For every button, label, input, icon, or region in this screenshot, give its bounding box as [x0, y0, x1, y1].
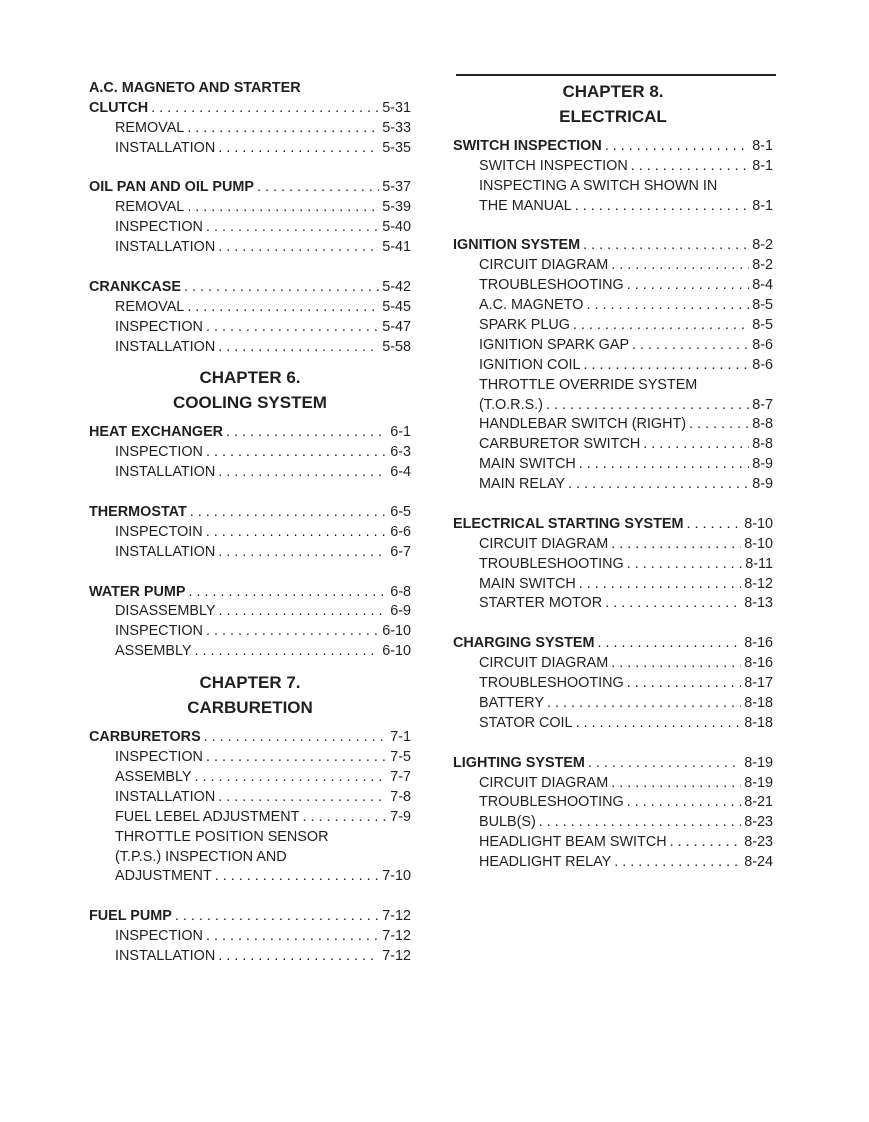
dot-leader [195, 642, 380, 662]
dot-leader [614, 853, 741, 873]
toc-entry-title: CARBURETOR SWITCH [479, 436, 641, 453]
section-spacer [89, 357, 411, 365]
section-spacer [89, 258, 411, 278]
toc-entry-troubleshooting[interactable] [453, 555, 773, 575]
toc-entry-circuit-diagram[interactable] [453, 256, 773, 276]
toc-entry-clutch[interactable] [89, 99, 411, 119]
toc-entry-circuit-diagram[interactable] [453, 654, 773, 674]
dot-leader [206, 748, 387, 768]
section-spacer [453, 495, 773, 515]
toc-entry-page: 5-37 [382, 179, 411, 196]
toc-entry-title: TROUBLESHOOTING [479, 675, 624, 692]
dot-leader [583, 236, 749, 256]
toc-entry-title: INSTALLATION [115, 947, 216, 964]
dot-leader [605, 137, 749, 157]
toc-entry-lighting-system[interactable] [453, 754, 773, 774]
toc-entry-page: 6-9 [390, 603, 411, 620]
toc-entry-inspection[interactable] [89, 218, 411, 238]
toc-entry-page: 7-1 [390, 729, 411, 746]
toc-entry-switch-inspection[interactable] [453, 157, 773, 177]
toc-entry-circuit-diagram[interactable] [453, 535, 773, 555]
dot-leader [605, 594, 741, 614]
toc-entry-title: REMOVAL [115, 119, 185, 136]
dot-leader [631, 157, 749, 177]
dot-leader [184, 278, 379, 298]
chapter-number: CHAPTER 7. [199, 673, 301, 693]
dot-leader [627, 793, 741, 813]
toc-entry-title: THE MANUAL [479, 197, 572, 214]
toc-entry-title: TROUBLESHOOTING [479, 794, 624, 811]
toc-entry-page: 7-8 [390, 788, 411, 805]
toc-entry-page: 8-1 [752, 157, 773, 174]
toc-entry-page: 5-35 [382, 139, 411, 156]
dot-leader [187, 198, 379, 218]
dot-leader [187, 298, 379, 318]
dot-leader [670, 833, 742, 853]
toc-entry-title: ASSEMBLY [115, 643, 192, 660]
top-rule [456, 74, 776, 76]
toc-entry-title: REMOVAL [115, 298, 185, 315]
toc-entry-page: 8-13 [744, 595, 773, 612]
dot-leader [206, 218, 379, 238]
toc-entry-page: 8-8 [752, 416, 773, 433]
toc-entry-inspection[interactable] [89, 318, 411, 338]
dot-leader [611, 774, 741, 794]
toc-entry-troubleshooting[interactable] [453, 674, 773, 694]
toc-entry-title: THROTTLE POSITION SENSOR [115, 828, 329, 845]
toc-entry-title: CIRCUIT DIAGRAM [479, 535, 609, 552]
toc-entry-page: 6-5 [390, 504, 411, 521]
toc-entry-water-pump[interactable] [89, 583, 411, 603]
chapter-number: CHAPTER 8. [562, 82, 664, 101]
toc-entry-adjustment[interactable] [89, 867, 411, 887]
dot-leader [573, 316, 749, 336]
toc-entry-title: SWITCH INSPECTION [453, 138, 602, 154]
chapter-heading [89, 365, 411, 415]
toc-entry-page: 6-6 [390, 523, 411, 540]
chapter-title: CARBURETION [187, 698, 313, 718]
toc-entry-page: 5-41 [382, 239, 411, 256]
toc-entry-title: MAIN SWITCH [479, 456, 576, 473]
toc-entry-oil-pan-and-oil-pump[interactable] [89, 178, 411, 198]
toc-entry-title: INSPECTION [115, 219, 203, 236]
dot-leader [643, 435, 749, 455]
toc-entry-page: 8-9 [752, 476, 773, 493]
dot-leader [627, 555, 743, 575]
toc-entry-title: IGNITION SYSTEM [453, 237, 581, 254]
toc-entry-inspection[interactable] [89, 748, 411, 768]
toc-entry-title: INSPECTION [115, 928, 203, 945]
toc-entry-title: FUEL LEBEL ADJUSTMENT [115, 808, 300, 825]
toc-entry-t-p-s-inspection-and[interactable] [89, 848, 411, 868]
toc-entry-page: 6-10 [382, 643, 411, 660]
toc-entry-ignition-spark-gap[interactable] [453, 336, 773, 356]
toc-entry-page: 7-5 [390, 749, 411, 766]
dot-leader [584, 356, 750, 376]
toc-entry-title: BATTERY [479, 694, 545, 711]
toc-entry-page: 8-18 [744, 714, 773, 731]
dot-leader [215, 867, 379, 887]
toc-entry-title: CARBURETORS [89, 729, 201, 746]
toc-entry-main-relay[interactable] [453, 475, 773, 495]
toc-entry-the-manual[interactable] [453, 197, 773, 217]
toc-entry-title: SPARK PLUG [479, 317, 570, 334]
toc-entry-title: INSTALLATION [115, 239, 216, 256]
dot-leader [611, 256, 749, 276]
toc-entry-charging-system[interactable] [453, 634, 773, 654]
toc-entry-throttle-position-sensor[interactable] [89, 828, 411, 848]
toc-entry-title: ASSEMBLY [115, 768, 192, 785]
toc-entry-page: 8-11 [745, 555, 773, 572]
chapter-heading [89, 670, 411, 720]
toc-entry-page: 8-7 [752, 396, 773, 413]
toc-entry-installation[interactable] [89, 947, 411, 967]
toc-entry-title: INSTALLATION [115, 464, 216, 481]
toc-entry-throttle-override-system[interactable] [453, 376, 773, 396]
toc-entry-page: 5-39 [382, 199, 411, 216]
toc-entry-page: 6-1 [390, 424, 411, 441]
toc-entry-fuel-pump[interactable] [89, 907, 411, 927]
toc-entry-page: 7-12 [382, 908, 411, 925]
section-spacer [453, 217, 773, 237]
toc-entry-assembly[interactable] [89, 768, 411, 788]
toc-entry-title: FUEL PUMP [89, 908, 172, 925]
toc-entry-ignition-coil[interactable] [453, 356, 773, 376]
toc-entry-title: INSTALLATION [115, 139, 216, 156]
toc-entry-t-o-r-s[interactable] [453, 396, 773, 416]
dot-leader [219, 602, 388, 622]
toc-left-column [89, 79, 411, 967]
section-spacer [89, 483, 411, 503]
toc-entry-page: 6-3 [390, 444, 411, 461]
toc-entry-page: 8-2 [752, 257, 773, 274]
toc-entry-page: 5-40 [382, 219, 411, 236]
toc-entry-page: 6-4 [390, 464, 411, 481]
dot-leader [575, 197, 749, 217]
toc-entry-heat-exchanger[interactable] [89, 423, 411, 443]
toc-entry-main-switch[interactable] [453, 575, 773, 595]
toc-entry-page: 7-10 [382, 868, 411, 885]
dot-leader [611, 654, 741, 674]
dot-leader [547, 694, 741, 714]
toc-entry-troubleshooting[interactable] [453, 276, 773, 296]
toc-entry-title: CIRCUIT DIAGRAM [479, 257, 609, 274]
toc-entry-title: HEADLIGHT RELAY [479, 854, 612, 871]
toc-entry-battery[interactable] [453, 694, 773, 714]
dot-leader [598, 634, 742, 654]
toc-entry-title: DISASSEMBLY [115, 603, 216, 620]
toc-entry-switch-inspection[interactable] [453, 137, 773, 157]
toc-entry-page: 8-9 [752, 456, 773, 473]
toc-entry-installation[interactable] [89, 788, 411, 808]
dot-leader [579, 455, 749, 475]
dot-leader [206, 318, 379, 338]
toc-entry-page: 8-10 [744, 535, 773, 552]
section-spacer [89, 887, 411, 907]
dot-leader [568, 475, 749, 495]
dot-leader [195, 768, 388, 788]
toc-entry-title: A.C. MAGNETO AND STARTER [89, 80, 301, 96]
toc-entry-title: IGNITION COIL [479, 356, 581, 373]
toc-entry-title: (T.O.R.S.) [479, 396, 543, 413]
section-spacer [89, 415, 411, 423]
toc-entry-disassembly[interactable] [89, 602, 411, 622]
dot-leader [257, 178, 379, 198]
toc-entry-page: 8-6 [752, 336, 773, 353]
toc-entry-title: CIRCUIT DIAGRAM [479, 655, 609, 672]
toc-entry-assembly[interactable] [89, 642, 411, 662]
toc-entry-installation[interactable] [89, 238, 411, 258]
toc-entry-crankcase[interactable] [89, 278, 411, 298]
toc-entry-installation[interactable] [89, 139, 411, 159]
toc-entry-ignition-system[interactable] [453, 236, 773, 256]
toc-entry-title: BULB(S) [479, 814, 536, 831]
toc-entry-title: MAIN RELAY [479, 476, 566, 493]
dot-leader [206, 622, 379, 642]
toc-entry-page: 8-5 [752, 317, 773, 334]
toc-entry-inspection[interactable] [89, 927, 411, 947]
toc-entry-title: OIL PAN AND OIL PUMP [89, 179, 254, 196]
toc-entry-page: 8-16 [744, 655, 773, 672]
toc-entry-title: STATOR COIL [479, 714, 573, 731]
toc-entry-page: 6-10 [382, 623, 411, 640]
toc-entry-circuit-diagram[interactable] [453, 774, 773, 794]
toc-entry-carburetor-switch[interactable] [453, 435, 773, 455]
chapter-number: CHAPTER 6. [199, 368, 301, 388]
toc-entry-page: 8-4 [752, 277, 773, 294]
dot-leader [206, 443, 387, 463]
toc-entry-page: 7-12 [382, 947, 411, 964]
toc-entry-starter-motor[interactable] [453, 594, 773, 614]
toc-entry-title: INSPECTOIN [115, 523, 203, 540]
toc-entry-bulb-s[interactable] [453, 813, 773, 833]
toc-entry-page: 8-16 [744, 635, 773, 652]
toc-entry-page: 8-10 [744, 515, 773, 532]
dot-leader [218, 139, 379, 159]
toc-entry-title: ELECTRICAL STARTING SYSTEM [453, 515, 684, 532]
dot-leader [576, 714, 742, 734]
toc-entry-page: 7-7 [390, 768, 411, 785]
dot-leader [579, 575, 741, 595]
toc-entry-page: 8-18 [744, 694, 773, 711]
toc-entry-inspection[interactable] [89, 443, 411, 463]
dot-leader [218, 463, 387, 483]
section-spacer [453, 129, 773, 137]
toc-entry-headlight-relay[interactable] [453, 853, 773, 873]
toc-entry-installation[interactable] [89, 463, 411, 483]
dot-leader [218, 338, 379, 358]
toc-entry-page: 8-23 [744, 814, 773, 831]
section-spacer [453, 614, 773, 634]
dot-leader [188, 583, 387, 603]
chapter-title: COOLING SYSTEM [173, 393, 327, 413]
dot-leader [218, 947, 379, 967]
toc-entry-inspecting-a-switch-shown-in[interactable] [453, 177, 773, 197]
toc-entry-page: 8-17 [744, 675, 773, 692]
toc-entry-page: 8-5 [752, 297, 773, 314]
chapter-heading [453, 79, 773, 129]
dot-leader [588, 754, 741, 774]
toc-entry-title: SWITCH INSPECTION [479, 157, 628, 174]
toc-entry-page: 8-21 [744, 794, 773, 811]
dot-leader [611, 535, 741, 555]
dot-leader [187, 119, 379, 139]
toc-entry-title: INSPECTING A SWITCH SHOWN IN [479, 177, 718, 194]
section-spacer [89, 159, 411, 179]
toc-entry-page: 8-23 [744, 834, 773, 851]
toc-entry-title: A.C. MAGNETO [479, 297, 584, 314]
toc-entry-title: REMOVAL [115, 199, 185, 216]
dot-leader [206, 523, 387, 543]
toc-entry-page: 8-8 [752, 436, 773, 453]
toc-entry-handlebar-switch-right[interactable] [453, 415, 773, 435]
toc-entry-spark-plug[interactable] [453, 316, 773, 336]
toc-entry-title: TROUBLESHOOTING [479, 277, 624, 294]
toc-entry-title: INSTALLATION [115, 338, 216, 355]
dot-leader [218, 238, 379, 258]
toc-entry-electrical-starting-system[interactable] [453, 515, 773, 535]
toc-entry-page: 8-12 [744, 575, 773, 592]
toc-entry-removal[interactable] [89, 119, 411, 139]
toc-entry-page: 5-42 [382, 278, 411, 295]
toc-entry-page: 7-12 [382, 928, 411, 945]
dot-leader [687, 515, 742, 535]
toc-entry-removal[interactable] [89, 198, 411, 218]
dot-leader [539, 813, 741, 833]
toc-entry-page: 6-7 [390, 543, 411, 560]
toc-entry-headlight-beam-switch[interactable] [453, 833, 773, 853]
dot-leader [204, 728, 388, 748]
dot-leader [627, 276, 749, 296]
toc-entry-installation[interactable] [89, 338, 411, 358]
toc-entry-page: 8-19 [744, 774, 773, 791]
toc-entry-page: 7-9 [390, 808, 411, 825]
dot-leader [546, 396, 749, 416]
toc-entry-title: CHARGING SYSTEM [453, 635, 595, 652]
toc-entry-removal[interactable] [89, 298, 411, 318]
dot-leader [226, 423, 387, 443]
dot-leader [175, 907, 379, 927]
section-spacer [89, 662, 411, 670]
toc-entry-title: INSPECTION [115, 318, 203, 335]
toc-entry-title: CLUTCH [89, 99, 149, 116]
dot-leader [206, 927, 379, 947]
chapter-title: ELECTRICAL [559, 107, 667, 126]
section-spacer [89, 720, 411, 728]
toc-right-column [453, 79, 773, 873]
toc-entry-page: 8-6 [752, 356, 773, 373]
toc-entry-title: HEAT EXCHANGER [89, 424, 224, 441]
toc-entry-page: 8-2 [752, 237, 773, 254]
dot-leader [302, 808, 387, 828]
toc-entry-inspectoin[interactable] [89, 523, 411, 543]
toc-entry-carburetors[interactable] [89, 728, 411, 748]
toc-entry-page: 5-31 [382, 99, 411, 116]
toc-entry-title: THERMOSTAT [89, 504, 187, 521]
toc-entry-title: INSPECTION [115, 444, 203, 461]
toc-entry-title: TROUBLESHOOTING [479, 555, 624, 572]
toc-entry-page: 6-8 [390, 583, 411, 600]
dot-leader [627, 674, 741, 694]
toc-entry-thermostat[interactable] [89, 503, 411, 523]
toc-entry-title: HEADLIGHT BEAM SWITCH [479, 834, 667, 851]
toc-entry-main-switch[interactable] [453, 455, 773, 475]
toc-entry-title: MAIN SWITCH [479, 575, 576, 592]
toc-entry-title: THROTTLE OVERRIDE SYSTEM [479, 376, 698, 393]
toc-entry-fuel-lebel-adjustment[interactable] [89, 808, 411, 828]
toc-entry-title: INSPECTION [115, 623, 203, 640]
section-spacer [89, 563, 411, 583]
toc-entry-title: LIGHTING SYSTEM [453, 754, 585, 771]
dot-leader [689, 415, 749, 435]
toc-entry-title: (T.P.S.) INSPECTION AND [115, 848, 287, 865]
toc-entry-installation[interactable] [89, 543, 411, 563]
toc-entry-title: ADJUSTMENT [115, 868, 212, 885]
toc-entry-a-c-magneto-and-starter[interactable] [89, 79, 411, 99]
toc-entry-page: 8-1 [752, 138, 773, 154]
toc-entry-title: INSPECTION [115, 749, 203, 766]
dot-leader [586, 296, 749, 316]
dot-leader [151, 99, 379, 119]
dot-leader [218, 788, 387, 808]
toc-entry-page: 5-45 [382, 298, 411, 315]
toc-entry-title: INSTALLATION [115, 788, 216, 805]
dot-leader [218, 543, 387, 563]
toc-entry-inspection[interactable] [89, 622, 411, 642]
toc-entry-title: CRANKCASE [89, 278, 181, 295]
toc-entry-page: 8-24 [744, 854, 773, 871]
toc-entry-title: IGNITION SPARK GAP [479, 336, 630, 353]
toc-entry-page: 8-1 [752, 197, 773, 214]
toc-entry-title: WATER PUMP [89, 583, 186, 600]
toc-entry-title: STARTER MOTOR [479, 595, 603, 612]
toc-entry-title: HANDLEBAR SWITCH (RIGHT) [479, 416, 687, 433]
toc-entry-a-c-magneto[interactable] [453, 296, 773, 316]
toc-entry-troubleshooting[interactable] [453, 793, 773, 813]
toc-entry-page: 8-19 [744, 754, 773, 771]
toc-entry-stator-coil[interactable] [453, 714, 773, 734]
dot-leader [632, 336, 749, 356]
toc-entry-title: INSTALLATION [115, 543, 216, 560]
section-spacer [453, 734, 773, 754]
dot-leader [190, 503, 387, 523]
toc-entry-page: 5-33 [382, 119, 411, 136]
toc-entry-page: 5-58 [382, 338, 411, 355]
toc-entry-title: CIRCUIT DIAGRAM [479, 774, 609, 791]
toc-entry-page: 5-47 [382, 318, 411, 335]
